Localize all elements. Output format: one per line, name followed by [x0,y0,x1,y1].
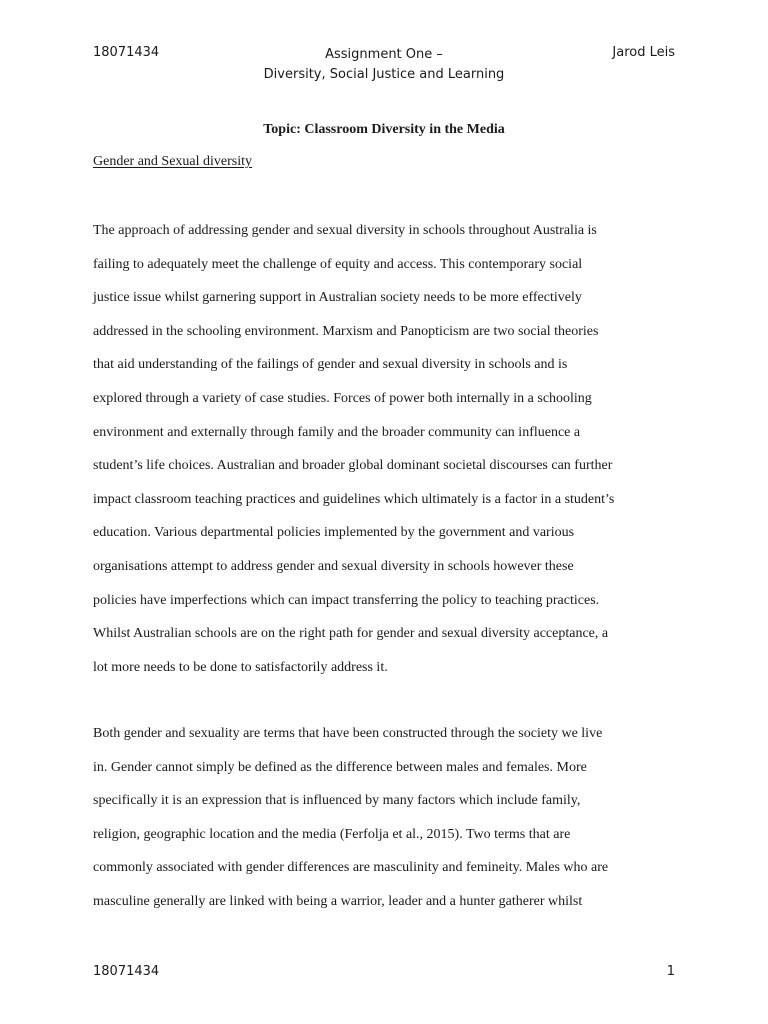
text-line: education. Various departmental policies implemented by the government and various [93,525,575,541]
header-student-id: 18071434 [93,45,160,60]
text-line: masculine generally are linked with being a warrior, leader and a hunter gatherer whilst [93,893,583,909]
header-assignment-line1: Assignment One – [325,47,443,62]
paragraph-1 [93,222,677,692]
text-line: that aid understanding of the failings of gender and sexual diversity in schools and is [93,357,568,373]
text-line: Whilst Australian schools are on the right path for gender and sexual diversity acceptance, a [93,626,609,642]
text-line: policies have imperfections which can impact transferring the policy to teaching practices. [93,592,600,608]
text-line: specifically it is an expression that is influenced by many factors which include family, [93,793,581,809]
text-line: commonly associated with gender differences are masculinity and femineity. Males who are [93,860,609,876]
text-line: impact classroom teaching practices and guidelines which ultimately is a factor in a student’s [93,491,615,507]
text-line: addressed in the schooling environment. Marxism and Panopticism are two social theories [93,323,599,339]
text-line: Both gender and sexuality are terms that have been constructed through the society we live [93,726,603,741]
header-assignment-line2: Diversity, Social Justice and Learning [263,67,505,82]
text-line: failing to adequately meet the challenge of equity and access. This contemporary social [93,256,583,272]
section-heading: Gender and Sexual diversity [93,154,253,169]
paragraph-2 [93,725,677,927]
text-line: The approach of addressing gender and sexual diversity in schools throughout Australia is [93,223,597,238]
document-title: Topic: Classroom Diversity in the Media [263,122,505,137]
footer-student-id: 18071434 [93,964,160,979]
text-line: explored through a variety of case studies. Forces of power both internally in a schooling [93,390,592,406]
header-author: Jarod Leis [612,45,675,60]
text-line: in. Gender cannot simply be defined as the difference between males and females. More [93,759,587,775]
footer-page-number: 1 [666,964,675,979]
text-line: environment and externally through family and the broader community can influence a [93,424,581,440]
text-line: student’s life choices. Australian and broader global dominant societal discourses can further [93,458,613,474]
text-line: justice issue whilst garnering support in Australian society needs to be more effectively [93,290,582,306]
text-line: religion, geographic location and the media (Ferfolja et al., 2015). Two terms that are [93,826,571,842]
text-line: lot more needs to be done to satisfactorily address it. [93,659,388,675]
text-line: organisations attempt to address gender and sexual diversity in schools however these [93,558,574,574]
